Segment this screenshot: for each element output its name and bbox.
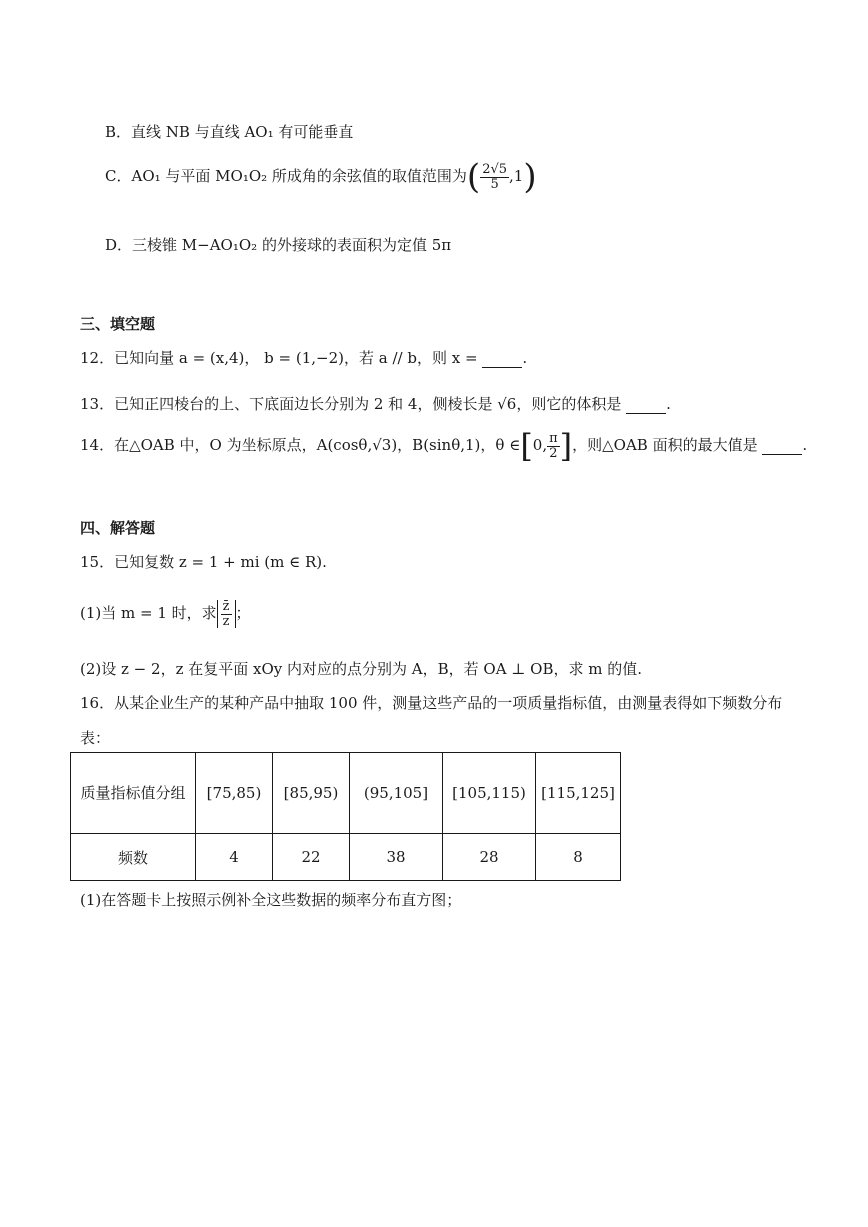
- option-d: D．三棱锥 M−AO₁O₂ 的外接球的表面积为定值 5π: [105, 236, 452, 254]
- option-c-text: AO₁ 与平面 MO₁O₂ 所成角的余弦值的取值范围为: [131, 167, 467, 185]
- answer-blank: [482, 349, 522, 368]
- option-b: B．直线 NB 与直线 AO₁ 有可能垂直: [105, 123, 354, 141]
- table-header-cell: [105,115): [443, 753, 536, 834]
- table-cell: 28: [443, 834, 536, 881]
- question-16-line-2: 表：: [80, 729, 111, 747]
- fraction-numerator: π: [549, 430, 558, 446]
- section-title-fill-blank: 三、填空题: [80, 315, 156, 333]
- q15-1-text: (1)当 m = 1 时，求: [80, 604, 217, 623]
- q14-part-a: 14．在△OAB 中，O 为坐标原点，A(cosθ,√3)，B(sinθ,1)，θ ∈: [80, 436, 521, 454]
- option-c-tail: ,1: [509, 167, 524, 185]
- answer-blank: [762, 436, 802, 455]
- option-c-fraction: [480, 163, 509, 191]
- table-header-cell: [115,125]: [536, 753, 621, 834]
- q14-interval-left: 0,: [532, 436, 548, 454]
- option-c: [105, 157, 537, 197]
- section-title-solutions: 四、解答题: [80, 519, 156, 537]
- left-bracket: [: [520, 427, 533, 465]
- q14-part-b: ，则△OAB 面积的最大值是: [572, 436, 758, 454]
- frequency-table: [70, 752, 621, 881]
- question-16-line-1: 16．从某企业生产的某种产品中抽取 100 件，测量这些产品的一项质量指标值，由测量表得如下频数分布: [80, 694, 783, 712]
- q15-1-tail: ；: [235, 604, 251, 623]
- fraction-numerator: z̄: [222, 599, 230, 614]
- fraction-denominator: 5: [490, 176, 499, 192]
- question-16-part-1: (1)在答题卡上按照示例补全这些数据的频率分布直方图；: [80, 891, 462, 909]
- table-cell: 22: [273, 834, 350, 881]
- q12-part-a: 12．已知向量 a = (x,4)，: [80, 349, 260, 367]
- fraction-denominator: z: [222, 613, 230, 629]
- answer-blank: [626, 395, 666, 414]
- q12-part-b: b = (1,−2)，若 a // b，则 x =: [264, 349, 478, 367]
- right-bracket: ]: [559, 427, 573, 465]
- question-15-part-1: [80, 600, 251, 628]
- q14-fraction: [547, 432, 560, 460]
- table-row: [71, 834, 621, 881]
- table-cell: 38: [350, 834, 443, 881]
- question-14: 14．在△OAB 中，O 为坐标原点，A(cosθ,√3)，B(sinθ,1)，θ ∈[0, $\frac{\pi}{2}$ ]，则△OAB 面积的最大值是 .: [80, 427, 808, 465]
- table-cell: 8: [536, 834, 621, 881]
- absolute-value: [217, 600, 236, 628]
- fraction-denominator: 2: [549, 445, 558, 461]
- question-12: 12．已知向量 a = (x,4)， b = (1,−2)，若 a // b，则 x = .: [80, 349, 528, 367]
- option-c-label: C．: [105, 167, 132, 185]
- table-row-label: 频数: [71, 834, 196, 881]
- left-paren: (: [466, 157, 481, 197]
- right-paren: ): [523, 157, 537, 197]
- table-cell: 4: [196, 834, 273, 881]
- question-13: 13．已知正四棱台的上、下底面边长分别为 2 和 4，侧棱长是 √6，则它的体积是 .: [80, 395, 671, 413]
- table-header-cell: 质量指标值分组: [71, 753, 196, 834]
- question-15-part-2: (2)设 z − 2，z 在复平面 xOy 内对应的点分别为 A，B，若 OA ⊥ OB，求 m 的值.: [80, 660, 643, 678]
- table-header-cell: [75,85): [196, 753, 273, 834]
- fraction-numerator: 2√5: [482, 161, 508, 177]
- q15-1-fraction: [221, 600, 232, 628]
- table-header-row: [71, 753, 621, 834]
- q13-text: 13．已知正四棱台的上、下底面边长分别为 2 和 4，侧棱长是 √6，则它的体积是: [80, 395, 622, 413]
- table-header-cell: (95,105]: [350, 753, 443, 834]
- question-15: 15．已知复数 z = 1 + mi (m ∈ R).: [80, 553, 327, 571]
- table-header-cell: [85,95): [273, 753, 350, 834]
